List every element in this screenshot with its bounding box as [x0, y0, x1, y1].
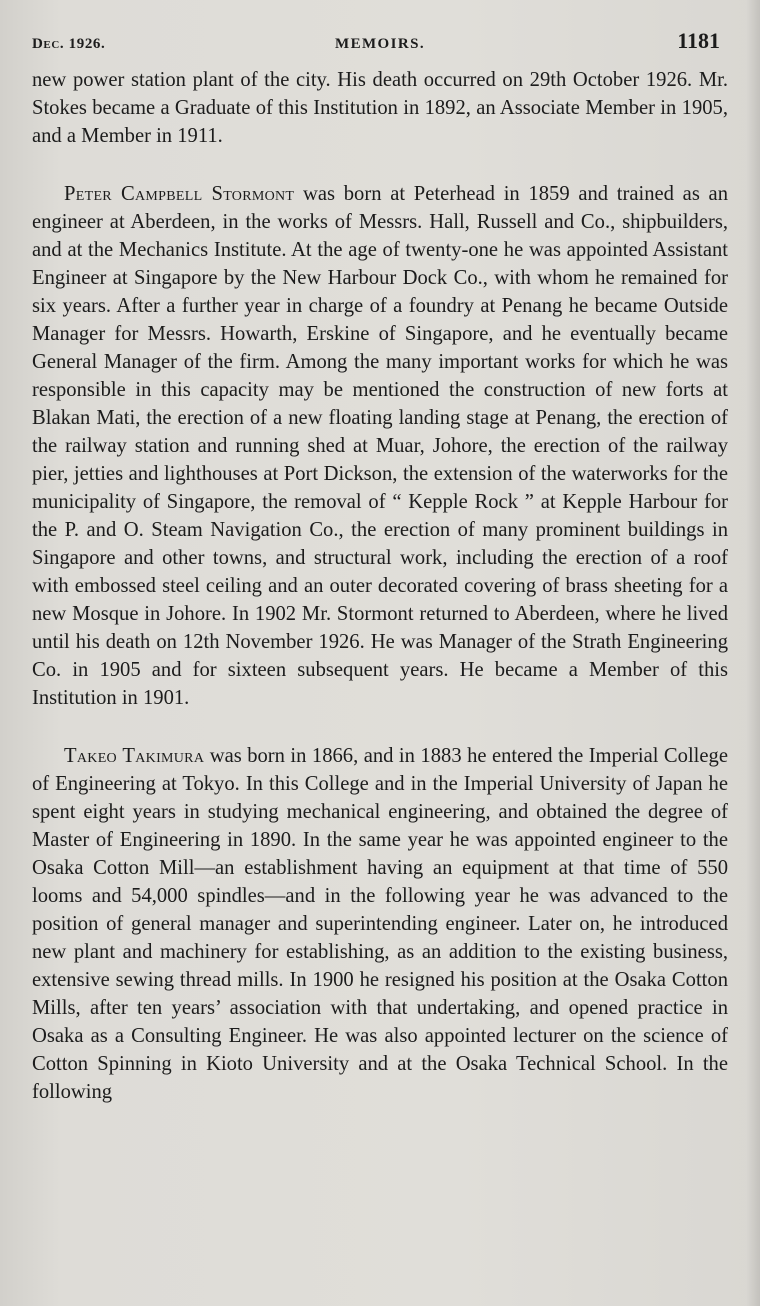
- running-head: [32, 24, 728, 64]
- issue-date: Dec. 1926.: [32, 36, 106, 52]
- memoir-text: was born in 1866, and in 1883 he entered the Imperial College of Engineering at Tokyo. In this College and in the Imperial University of Japan he spent eight years in studying mechanical engineering, and obtained the degree of Master of Engineering in 1890. In the same year he was appointed engineer to the Osaka Cotton Mill—an establishment having an equipment at that time of 550 looms and 54,000 spindles—and in the following year he was advanced to the position of general manager and superintending engineer. Later on, he introduced new plant and machinery for establishing, as an addition to the existing business, extensive sewing thread mills. In 1900 he resigned his position at the Osaka Cotton Mills, after ten years’ association with that undertaking, and opened practice in Osaka as a Consulting Engineer. He was also appointed lecturer on the science of Cotton Spinning in Kioto University and at the Osaka Technical School. In the following: [32, 745, 728, 1103]
- continued-paragraph: new power station plant of the city. His death occurred on 29th October 1926. Mr. Stokes became a Graduate of this Institution in 1892, an Associate Member in 1905, and a Member in 1911.: [32, 69, 728, 147]
- page-number: 1181: [677, 28, 720, 53]
- memoir-name: Takeo Takimura: [64, 745, 205, 767]
- memoir-takimura: [32, 742, 728, 1106]
- section-title: MEMOIRS.: [335, 36, 425, 52]
- memoir-text: was born at Peterhead in 1859 and trained as an engineer at Aberdeen, in the works of Messrs. Hall, Russell and Co., shipbuilders, and at the Mechanics Institute. At the age of twenty-one he was appointed Assistant Engineer at Singapore by the New Harbour Dock Co., with whom he remained for six years. After a further year in charge of a foundry at Penang he became Outside Manager for Messrs. Howarth, Erskine of Singapore, and he eventually became General Manager of the firm. Among the many important works for which he was responsible in this capacity may be mentioned the construction of new forts at Blakan Mati, the erection of a new floating landing stage at Penang, the erection of the railway station and running shed at Muar, Johore, the erection of the railway pier, jetties and lighthouses at Port Dickson, the extension of the waterworks for the municipality of Singapore, the removal of “ Kepple Rock ” at Kepple Harbour for the P. and O. Steam Navigation Co., the erection of many prominent buildings in Singapore and other towns, and structural work, including the erection of a roof with embossed steel ceiling and an outer decorated covering of brass sheeting for a new Mosque in Johore. In 1902 Mr. Stormont returned to Aberdeen, where he lived until his death on 12th November 1926. He was Manager of the Strath Engineering Co. in 1905 and for sixteen subsequent years. He became a Member of this Institution in 1901.: [32, 183, 728, 709]
- memoir-stormont: [32, 180, 728, 712]
- memoir-name: Peter Campbell Stormont: [64, 183, 295, 205]
